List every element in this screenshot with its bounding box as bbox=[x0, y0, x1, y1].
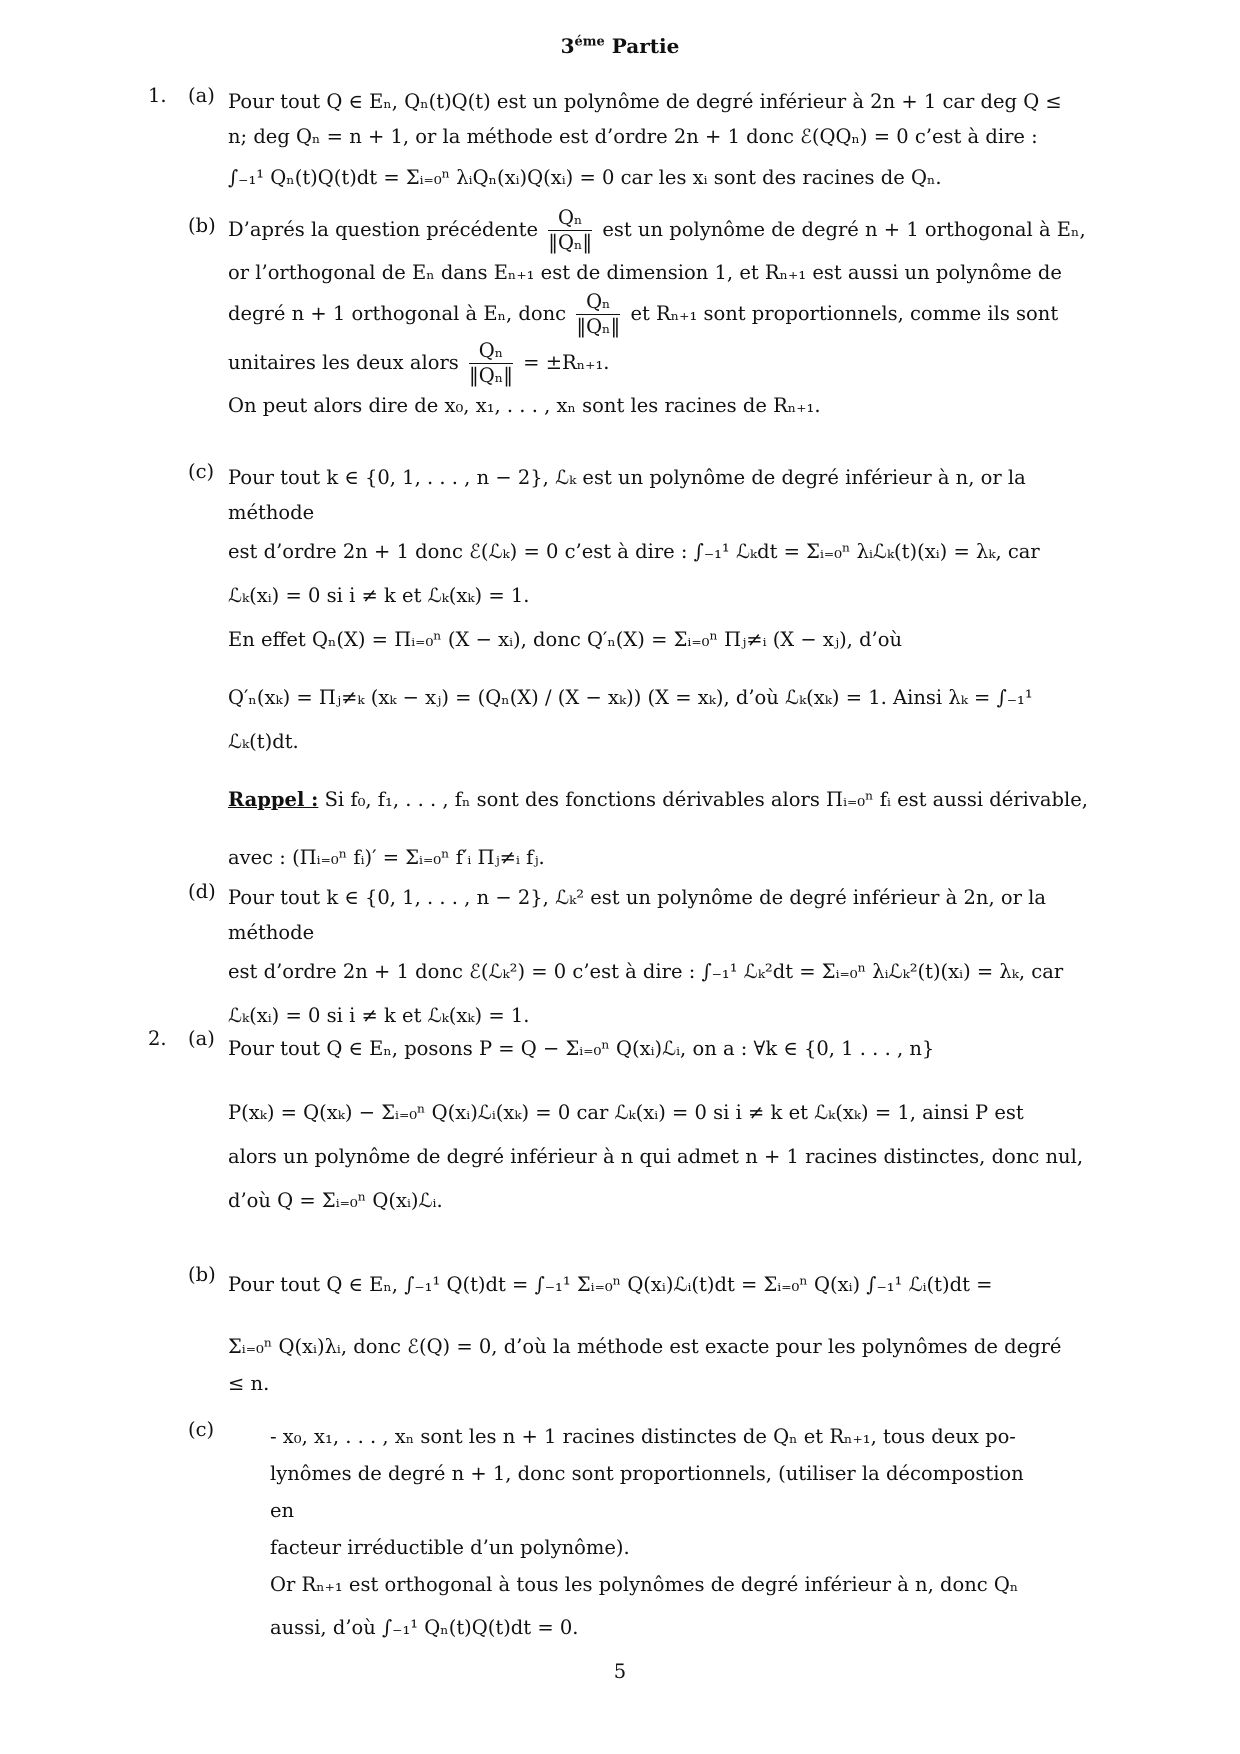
q2c-line-4: Or Rₙ₊₁ est orthogonal à tous les polynômes de degré inférieur à n, donc Qₙ bbox=[270, 1573, 1019, 1596]
q1c-label: (c) bbox=[188, 460, 215, 483]
q1c-line-4: En effet Qₙ(X) = Πᵢ₌₀ⁿ (X − xᵢ), donc Q′ₙ(X) = Σᵢ₌₀ⁿ Πⱼ≠ᵢ (X − xⱼ), d’où bbox=[228, 628, 903, 651]
q2b-text bbox=[228, 1263, 1106, 1399]
question-2-number: 2. bbox=[148, 1027, 167, 1050]
q1d-line-3: ℒₖ(xᵢ) = 0 si i ≠ k et ℒₖ(xₖ) = 1. bbox=[228, 1004, 530, 1027]
q1b-line-5: On peut alors dire de x₀, x₁, . . . , xₙ sont les racines de Rₙ₊₁. bbox=[228, 394, 821, 417]
q1b-fraction-2 bbox=[576, 290, 620, 339]
title-base: 3 bbox=[560, 34, 575, 58]
q2a-label: (a) bbox=[188, 1027, 215, 1050]
q2c-line-5: aussi, d’où ∫₋₁¹ Qₙ(t)Q(t)dt = 0. bbox=[270, 1616, 579, 1639]
q1a-label: (a) bbox=[188, 84, 215, 107]
q1a-text bbox=[228, 84, 1106, 195]
q1c-text bbox=[228, 460, 1106, 880]
frac-numerator: Qₙ bbox=[548, 206, 592, 231]
frac-denominator: ‖Qₙ‖ bbox=[548, 231, 593, 254]
question-1-number: 1. bbox=[148, 84, 167, 107]
q2a-text bbox=[228, 1027, 1106, 1223]
q2c-line-2: lynômes de degré n + 1, donc sont proportionnels, (utiliser la décompostion en bbox=[270, 1462, 1024, 1522]
title-rest: Partie bbox=[604, 34, 680, 58]
page-title bbox=[0, 34, 1240, 58]
q1b-line-3a: degré n + 1 orthogonal à Eₙ, donc bbox=[228, 302, 567, 325]
q1a-line-3: ∫₋₁¹ Qₙ(t)Q(t)dt = Σᵢ₌₀ⁿ λᵢQₙ(xᵢ)Q(xᵢ) = 0 car les xᵢ sont des racines de Qₙ. bbox=[228, 166, 942, 189]
q1b-fraction-3 bbox=[469, 339, 513, 388]
q1b-label: (b) bbox=[188, 214, 216, 237]
q2a-line-4: d’où Q = Σᵢ₌₀ⁿ Q(xᵢ)ℒᵢ. bbox=[228, 1189, 443, 1212]
q1a-line-2: n; deg Qₙ = n + 1, or la méthode est d’ordre 2n + 1 donc ℰ(QQₙ) = 0 c’est à dire : bbox=[228, 125, 1038, 148]
q2a-line-1: Pour tout Q ∈ Eₙ, posons P = Q − Σᵢ₌₀ⁿ Q(xᵢ)ℒᵢ, on a : ∀k ∈ {0, 1 . . . , n} bbox=[228, 1037, 935, 1060]
q1b-line-2: or l’orthogonal de Eₙ dans Eₙ₊₁ est de dimension 1, et Rₙ₊₁ est aussi un polynôme de bbox=[228, 261, 1062, 284]
q1b-line-1a: D’aprés la question précédente bbox=[228, 218, 538, 241]
q2b-label: (b) bbox=[188, 1263, 216, 1286]
title-superscript: éme bbox=[574, 34, 605, 50]
q1b-line-3b: et Rₙ₊₁ sont proportionnels, comme ils sont bbox=[630, 302, 1059, 325]
frac-numerator: Qₙ bbox=[576, 290, 620, 315]
q1d-text bbox=[228, 880, 1106, 1038]
q1b-line-4a: unitaires les deux alors bbox=[228, 351, 459, 374]
q2a-line-3: alors un polynôme de degré inférieur à n qui admet n + 1 racines distinctes, donc nul, bbox=[228, 1145, 1084, 1168]
rappel-label: Rappel : bbox=[228, 788, 319, 811]
frac-denominator: ‖Qₙ‖ bbox=[576, 315, 621, 338]
q2c-line-3: facteur irréductible d’un polynôme). bbox=[270, 1536, 630, 1559]
frac-denominator: ‖Qₙ‖ bbox=[469, 364, 513, 387]
q2b-line-3: ≤ n. bbox=[228, 1372, 270, 1395]
q1d-line-2: est d’ordre 2n + 1 donc ℰ(ℒₖ²) = 0 c’est à dire : ∫₋₁¹ ℒₖ²dt = Σᵢ₌₀ⁿ λᵢℒₖ²(t)(xᵢ) = λₖ, car bbox=[228, 960, 1064, 983]
q2b-line-2: Σᵢ₌₀ⁿ Q(xᵢ)λᵢ, donc ℰ(Q) = 0, d’où la méthode est exacte pour les polynômes de degré bbox=[228, 1335, 1062, 1358]
page-number: 5 bbox=[613, 1660, 627, 1683]
rappel-line-2: avec : (Πᵢ₌₀ⁿ fᵢ)′ = Σᵢ₌₀ⁿ f′ᵢ Πⱼ≠ᵢ fⱼ. bbox=[228, 846, 545, 869]
q2c-line-1: - x₀, x₁, . . . , xₙ sont les n + 1 racines distinctes de Qₙ et Rₙ₊₁, tous deux po- bbox=[270, 1425, 1016, 1448]
q1b-line-4b: = ±Rₙ₊₁. bbox=[523, 351, 610, 374]
q1b-fraction-1 bbox=[548, 206, 592, 255]
rappel-line-1: Si f₀, f₁, . . . , fₙ sont des fonctions dérivables alors Πᵢ₌₀ⁿ fᵢ est aussi dérivable, bbox=[324, 788, 1088, 811]
q1a-line-1: Pour tout Q ∈ Eₙ, Qₙ(t)Q(t) est un polynôme de degré inférieur à 2n + 1 car deg Q ≤ bbox=[228, 90, 1062, 113]
q1d-line-1: Pour tout k ∈ {0, 1, . . . , n − 2}, ℒₖ² est un polynôme de degré inférieur à 2n, or la méthode bbox=[228, 886, 1046, 944]
q2b-line-1: Pour tout Q ∈ Eₙ, ∫₋₁¹ Q(t)dt = ∫₋₁¹ Σᵢ₌₀ⁿ Q(xᵢ)ℒᵢ(t)dt = Σᵢ₌₀ⁿ Q(xᵢ) ∫₋₁¹ ℒᵢ(t)dt = bbox=[228, 1273, 993, 1296]
q1b-text bbox=[228, 206, 1106, 423]
frac-numerator: Qₙ bbox=[469, 339, 513, 364]
q1c-line-3: ℒₖ(xᵢ) = 0 si i ≠ k et ℒₖ(xₖ) = 1. bbox=[228, 584, 530, 607]
q2c-text bbox=[270, 1418, 1050, 1646]
q1b-line-1b: est un polynôme de degré n + 1 orthogonal à Eₙ, bbox=[602, 218, 1086, 241]
q1d-label: (d) bbox=[188, 880, 216, 903]
q1c-line-2: est d’ordre 2n + 1 donc ℰ(ℒₖ) = 0 c’est à dire : ∫₋₁¹ ℒₖdt = Σᵢ₌₀ⁿ λᵢℒₖ(t)(xᵢ) = λₖ, car bbox=[228, 540, 1040, 563]
q2a-line-2: P(xₖ) = Q(xₖ) − Σᵢ₌₀ⁿ Q(xᵢ)ℒᵢ(xₖ) = 0 car ℒₖ(xᵢ) = 0 si i ≠ k et ℒₖ(xₖ) = 1, ainsi P est bbox=[228, 1101, 1024, 1124]
q1c-line-1: Pour tout k ∈ {0, 1, . . . , n − 2}, ℒₖ est un polynôme de degré inférieur à n, or la méthode bbox=[228, 466, 1026, 524]
q2c-label: (c) bbox=[188, 1418, 215, 1441]
q1c-line-5: Q′ₙ(xₖ) = Πⱼ≠ₖ (xₖ − xⱼ) = (Qₙ(X) / (X − xₖ)) (X = xₖ), d’où ℒₖ(xₖ) = 1. Ainsi λₖ = ∫₋₁¹ ℒₖ(t)dt. bbox=[228, 686, 1033, 753]
